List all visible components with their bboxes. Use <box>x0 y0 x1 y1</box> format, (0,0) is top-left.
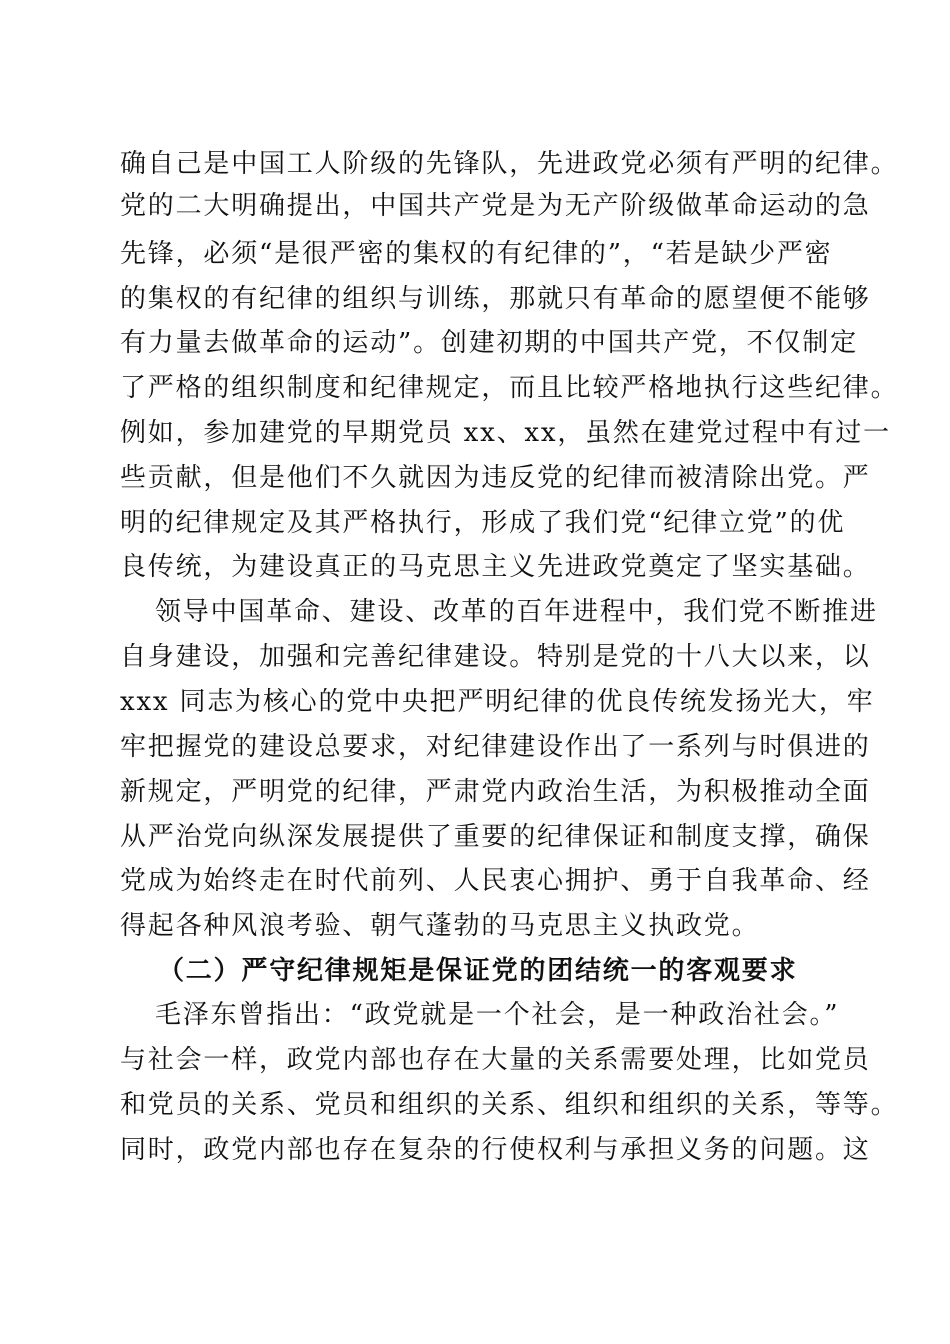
paragraph-line: 些贡献，但是他们不久就因为违反党的纪律而被清除出党。严 <box>120 463 871 493</box>
paragraph-line: 同时，政党内部也存在复杂的行使权利与承担义务的问题。这 <box>120 1135 871 1165</box>
paragraph-line: 与社会一样，政党内部也存在大量的关系需要处理，比如党员 <box>120 1045 871 1075</box>
paragraph-line: 毛泽东曾指出：“政党就是一个社会，是一种政治社会。” <box>155 1000 840 1030</box>
paragraph-line: xxx 同志为核心的党中央把严明纪律的优良传统发扬光大，牢 <box>120 687 875 717</box>
paragraph-line: 有力量去做革命的运动”。创建初期的中国共产党，不仅制定 <box>120 328 858 358</box>
paragraph-line: 良传统，为建设真正的马克思主义先进政党奠定了坚实基础。 <box>120 552 871 582</box>
paragraph-line: 明的纪律规定及其严格执行，形成了我们党“纪律立党”的优 <box>120 508 846 538</box>
paragraph-line: 牢把握党的建设总要求，对纪律建设作出了一系列与时俱进的 <box>120 732 871 762</box>
paragraph-line: 确自己是中国工人阶级的先锋队，先进政党必须有严明的纪律。 <box>120 149 899 179</box>
paragraph-line: 自身建设，加强和完善纪律建设。特别是党的十八大以来，以 <box>120 642 871 672</box>
paragraph-line: 党成为始终走在时代前列、人民衷心拥护、勇于自我革命、经 <box>120 866 871 896</box>
paragraph-line: 新规定，严明党的纪律，严肃党内政治生活，为积极推动全面 <box>120 777 871 807</box>
paragraph-line: 和党员的关系、党员和组织的关系、组织和组织的关系，等等。 <box>120 1090 899 1120</box>
paragraph-line: 的集权的有纪律的组织与训练，那就只有革命的愿望便不能够 <box>120 284 871 314</box>
paragraph-line: 例如，参加建党的早期党员 xx、xx，虽然在建党过程中有过一 <box>120 418 891 448</box>
paragraph-line: 得起各种风浪考验、朝气蓬勃的马克思主义执政党。 <box>120 911 760 941</box>
section-heading: （二）严守纪律规矩是保证党的团结统一的客观要求 <box>158 956 798 986</box>
paragraph-line: 党的二大明确提出，中国共产党是为无产阶级做革命运动的急 <box>120 191 871 221</box>
paragraph-line: 了严格的组织制度和纪律规定，而且比较严格地执行这些纪律。 <box>120 373 899 403</box>
paragraph-line: 领导中国革命、建设、改革的百年进程中，我们党不断推进 <box>155 597 878 627</box>
paragraph-line: 先锋，必须“是很严密的集权的有纪律的”，“若是缺少严密 <box>120 239 833 269</box>
paragraph-line: 从严治党向纵深发展提供了重要的纪律保证和制度支撑，确保 <box>120 822 871 852</box>
